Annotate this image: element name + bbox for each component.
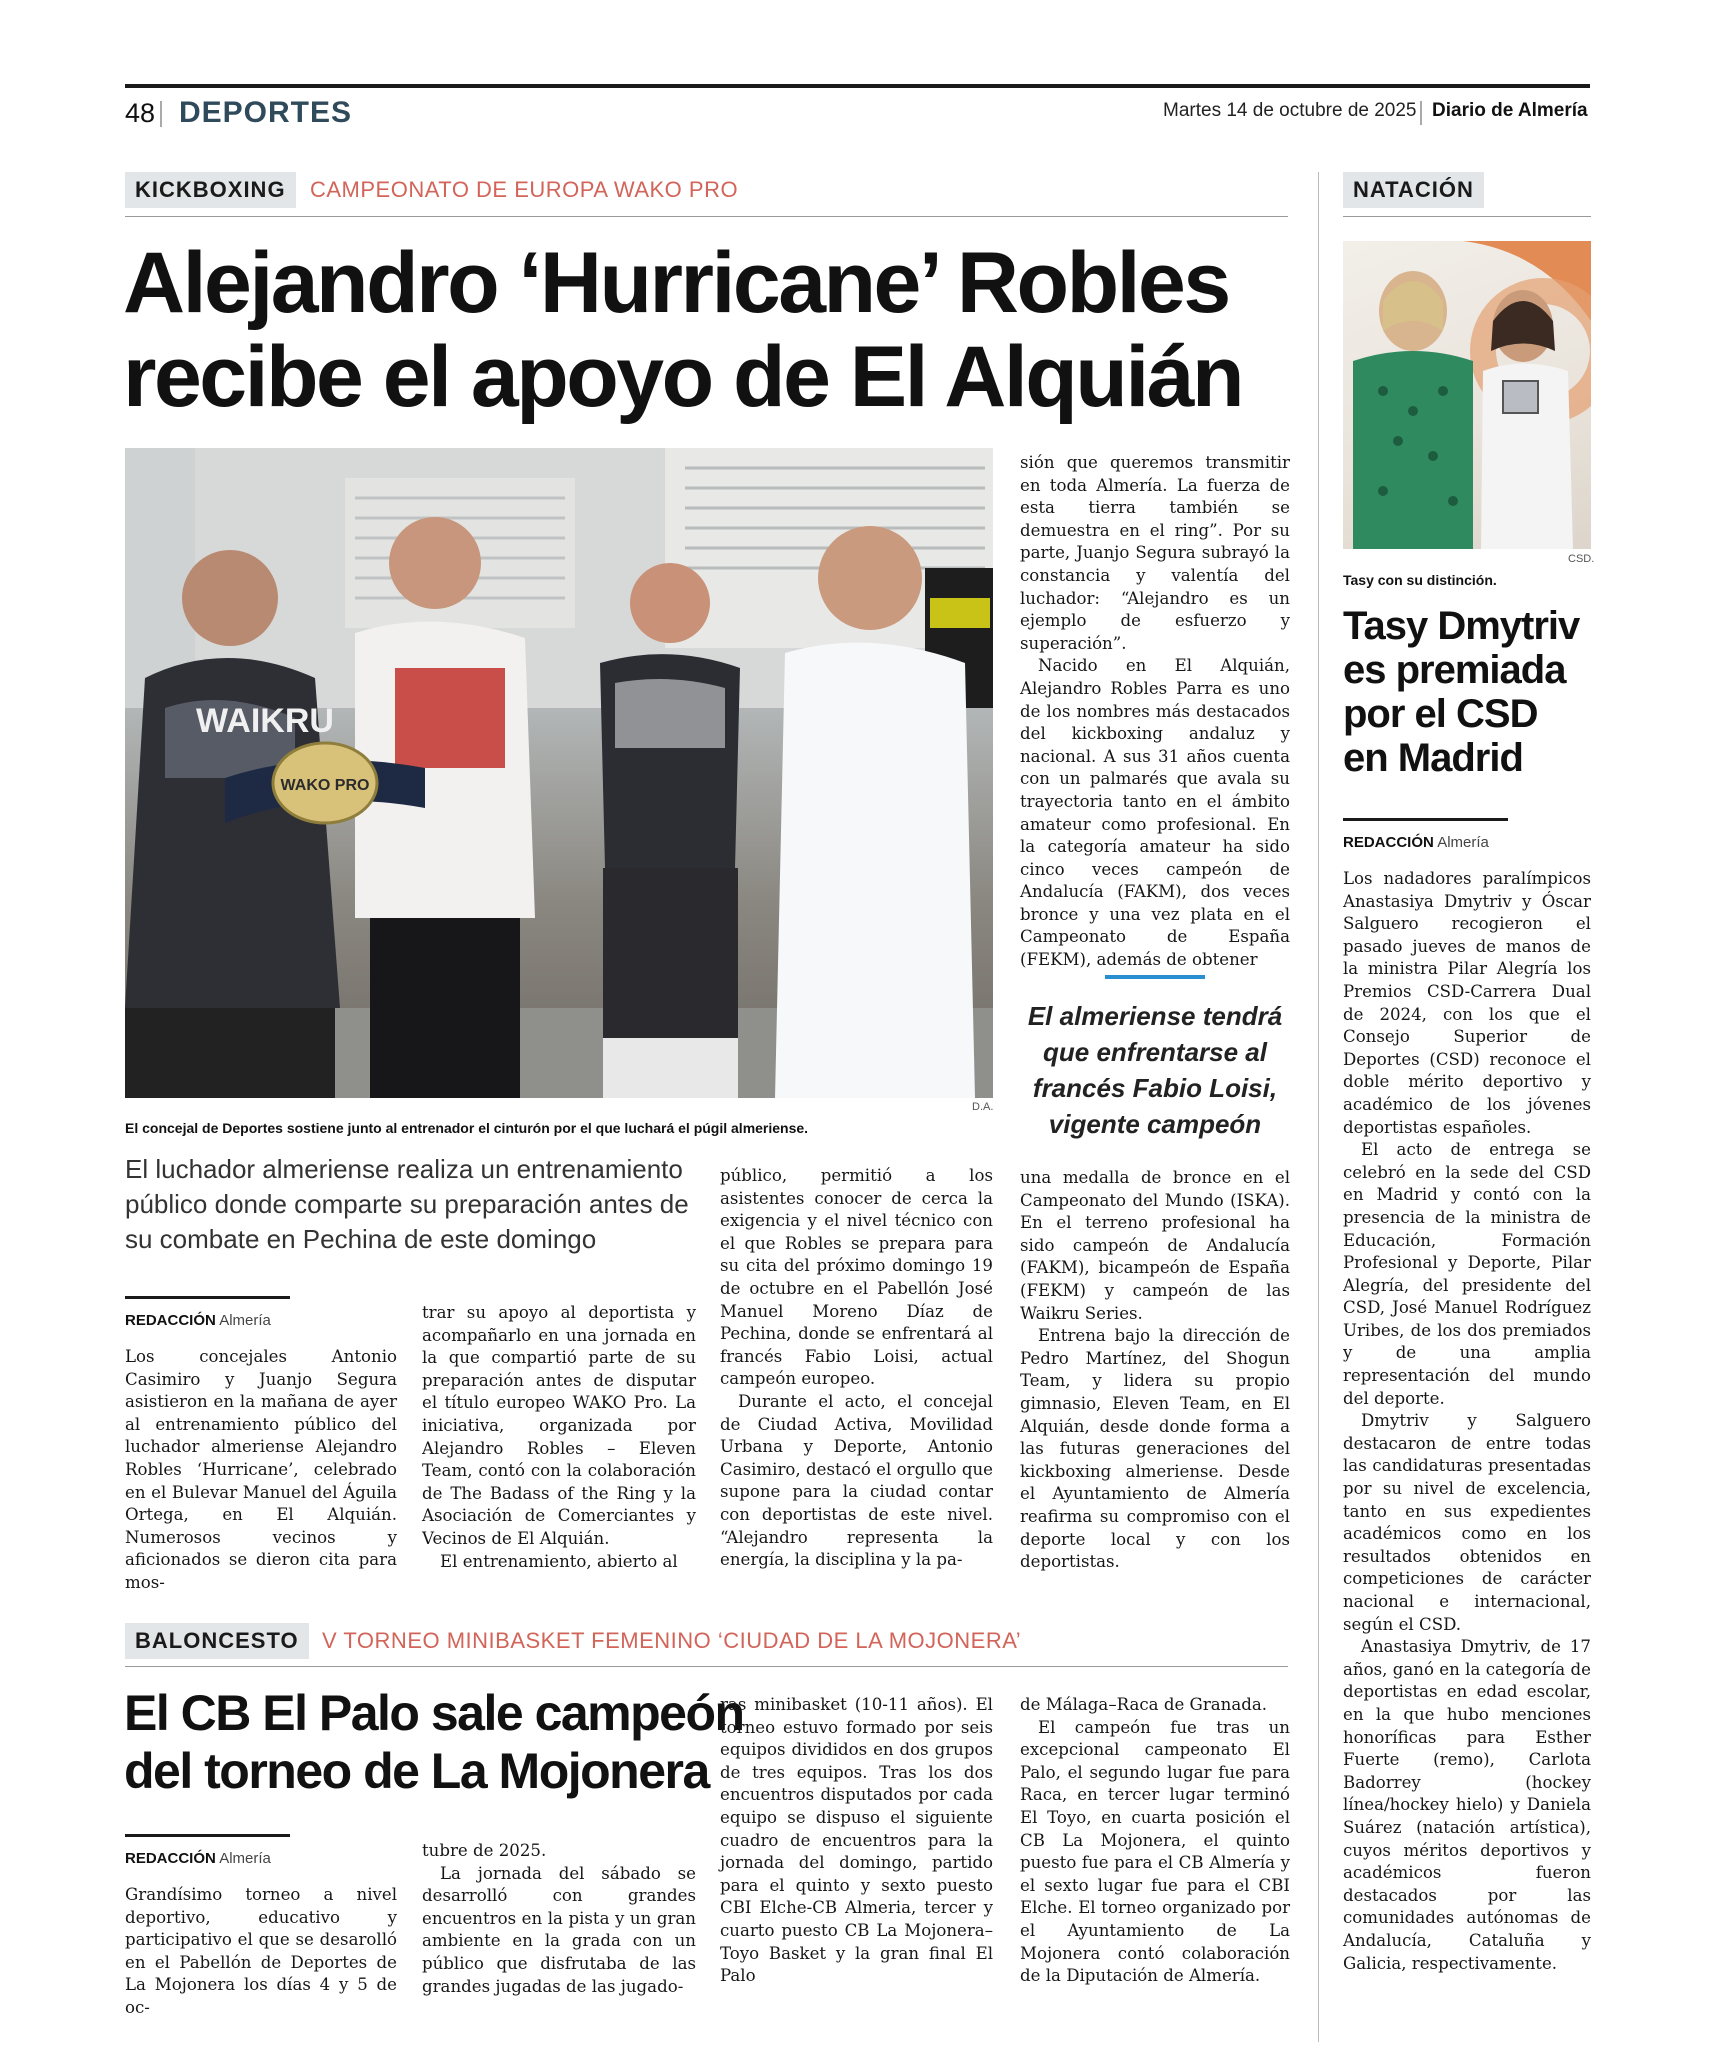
paragraph: Anastasiya Dmytriv, de 17 años, ganó en la categoría de deportistas en edad escolar, en la que hubo menciones honoríficas para Esther Fuerte (remo), Carlota Badorrey (hockey línea/hockey hielo) y Daniela Suárez (natación artística), cuyos méritos deportivos y académicos fueron destacados por las comunidades autónomas de Andalucía, Cataluña y Galicia, respectivamente. (1343, 1637, 1591, 1973)
headline-line: del torneo de La Mojonera (124, 1743, 709, 1799)
byline-place: Almería (219, 1850, 271, 1867)
section-title: DEPORTES (179, 96, 353, 129)
header-separator (1420, 101, 1422, 125)
byline-name: REDACCIÓN (125, 1312, 216, 1329)
basket-headline (124, 1684, 744, 1800)
paragraph: Entrena bajo la dirección de Pedro Martínez, del Shogun Team, y lidera su propio gimnasio, Eleven Team, en El Alquián, desde donde forma a las futuras generaciones del kickboxing almeriense. Desde el Ayuntamiento de Almería reafirma su compromiso con el deporte local y con los deportistas. (1020, 1326, 1290, 1572)
paragraph: Grandísimo torneo a nivel deportivo, educativo y participativo el que se desarolló en el Pabellón de Deportes de La Mojonera los días 4 y 5 de oc- (125, 1885, 397, 2017)
section-tag-baloncesto: BALONCESTO (125, 1623, 309, 1659)
basket-body-col3 (720, 1694, 993, 1988)
photo-caption: El concejal de Deportes sostiene junto al entrenador el cinturón por el que luchará el púgil almeriense. (125, 1120, 809, 1136)
paragraph: público, permitió a los asistentes conocer de cerca la exigencia y el nivel técnico con el que Robles se prepara para su cita del próximo domingo 19 de octubre en el Pabellón José Manuel Moreno Díaz de Pechina, donde se enfrentará al francés Fabio Loisi, actual campeón europeo. (720, 1166, 993, 1389)
header-separator (160, 101, 162, 127)
main-body-col2 (422, 1302, 696, 1573)
paragraph: tubre de 2025. (422, 1841, 547, 1860)
byline-name: REDACCIÓN (1343, 834, 1434, 851)
byline-rule (125, 1296, 290, 1299)
section-rule (125, 216, 1288, 217)
byline (125, 1850, 271, 1867)
paragraph: La jornada del sábado se desarrolló con grandes encuentros en la pista y un gran ambiente en la grada con un público que disfrutaba de las grandes jugadas de las jugado- (422, 1863, 696, 1996)
section-tag-natacion: NATACIÓN (1343, 172, 1484, 208)
article-subtag: V TORNEO MINIBASKET FEMENINO ‘CIUDAD DE LA MOJONERA’ (322, 1628, 1022, 1653)
main-headline (123, 236, 1242, 424)
sidebar-photo (1343, 241, 1591, 549)
paragraph: Durante el acto, el concejal de Ciudad Activa, Movilidad Urbana y Deporte, Antonio Casimiro, destacó el orgullo que supone para la ciudad contar con deportistas de este nivel. “Alejandro representa la energía, la disciplina y la pa- (720, 1391, 993, 1570)
byline (1343, 834, 1489, 851)
newspaper-name: Diario de Almería (1432, 100, 1588, 121)
headline-line: recibe el apoyo de El Alquián (123, 329, 1243, 425)
main-body-col3 (720, 1165, 993, 1572)
paragraph: de Málaga–Raca de Granada. (1020, 1695, 1268, 1714)
paragraph: sión que queremos transmitir en toda Almería. La fuerza de esta tierra también se demuestra en el ring”. Por su parte, Juanjo Segura subrayó la constancia y valentía del luchador: “Alejandro es un ejemplo de esfuerzo y superación”. (1020, 453, 1290, 653)
issue-date: Martes 14 de octubre de 2025 (1163, 100, 1417, 121)
paragraph: Nacido en El Alquián, Alejandro Robles Parra es uno de los nombres más destacados del kickboxing andaluz y nacional. A sus 31 años cuenta con un palmarés que avala su trayectoria tanto en el ámbito amateur como profesional. En la categoría amateur ha sido cinco veces campeón de Andalucía (FAKM), dos veces bronce y una vez plata en el Campeonato de España (FEKM), además de obtener (1020, 656, 1290, 970)
paragraph: Los concejales Antonio Casimiro y Juanjo Segura asistieron en la mañana de ayer al entrenamiento público del luchador almeriense Alejandro Robles ‘Hurricane’, celebrado en el Bulevar Manuel del Águila Ortega, en El Alquián. Numerosos vecinos y aficionados se dieron cita para mos- (125, 1347, 397, 1592)
photo-illustration (125, 448, 993, 1098)
pullquote: El almeriense tendrá que enfrentarse al francés Fabio Loisi, vigente campeón (1027, 1001, 1283, 1139)
main-body-col4-bottom (1020, 1167, 1290, 1574)
paragraph: El entrenamiento, abierto al (440, 1551, 678, 1571)
byline-name: REDACCIÓN (125, 1850, 216, 1867)
byline-place: Almería (1437, 834, 1489, 851)
section-rule (125, 1666, 1288, 1667)
shirt-print: WAIKRU (196, 702, 334, 740)
basket-body-col2 (422, 1840, 696, 1998)
basket-body-col1 (125, 1884, 397, 2020)
paragraph: Los nadadores paralímpicos Anastasiya Dmytriv y Óscar Salguero recogieron el pasado jueves de manos de la ministra Pilar Alegría los Premios CSD-Carrera Dual de 2024, con los que el Consejo Superior de Deportes (CSD) reconoce el doble mérito deportivo y académico de los jóvenes deportistas españoles. (1343, 869, 1591, 1137)
column-divider (1318, 172, 1319, 2042)
main-body-col4-top (1020, 452, 1290, 972)
pullquote-rule (1105, 975, 1205, 979)
paragraph: El acto de entrega se celebró en la sede del CSD en Madrid y contó con la presencia de la ministra de Educación, Formación Profesional y Deporte, Pilar Alegría, del presidente del CSD, José Manuel Rodríguez Uribes, de los dos premiados y de una amplia representación del mundo del deporte. (1343, 1140, 1591, 1408)
photo-credit: D.A. (972, 1101, 994, 1113)
headline-line: El CB El Palo sale campeón (124, 1685, 744, 1741)
paragraph: una medalla de bronce en el Campeonato del Mundo (ISKA). En el terreno profesional ha sido campeón de Andalucía (FAKM), bicampeón de España (FEKM) y campeón de las Waikru Series. (1020, 1168, 1290, 1323)
photo-illustration (1343, 241, 1591, 549)
photo-credit: CSD. (1568, 553, 1595, 565)
main-photo (125, 448, 993, 1098)
byline-rule (1343, 818, 1508, 821)
section-rule (1343, 216, 1591, 217)
paragraph: Dmytriv y Salguero destacaron de entre todas las candidaturas presentadas por su nivel de excelencia, tanto en sus expedientes académicos como en los resultados obtenidos en competiciones de carácter nacional e internacional, según el CSD. (1343, 1411, 1591, 1634)
paragraph: trar su apoyo al deportista y acompañarlo en una jornada en la que compartió parte de su preparación antes de disputar el título europeo WAKO Pro. La iniciativa, organizada por Alejandro Robles – Eleven Team, contó con la colaboración de The Badass of the Ring y la Asociación de Comerciantes y Vecinos de El Alquián. (422, 1303, 696, 1548)
basket-body-col4 (1020, 1694, 1290, 1988)
section-tag-kickboxing: KICKBOXING (125, 172, 296, 208)
paragraph: ras minibasket (10-11 años). El torneo estuvo formado por seis equipos divididos en dos grupos de tres equipos. Tras los dos encuentros disputados por cada equipo se dispuso el siguiente cuadro de encuentros para la jornada del domingo, partido para el quinto y sexto puesto CBI Elche-CB Almeria, tercer y cuarto puesto CB La Mojonera–Toyo Basket y la gran final El Palo (720, 1695, 993, 1986)
page-number: 48 (125, 98, 156, 128)
byline-rule (125, 1834, 290, 1837)
belt-label: WAKO PRO (280, 777, 370, 794)
paragraph: El campeón fue tras un excepcional campeonato El Palo, el segundo lugar fue para Raca, en tercer lugar terminó El Toyo, en cuarta posición el CB La Mojonera, el quinto puesto fue para el CB Almería y el sexto lugar fue para el CBI Elche. El torneo organizado por el Ayuntamiento de La Mojonera contó colaboración de la Diputación de Almería. (1020, 1717, 1290, 1986)
byline (125, 1312, 271, 1329)
main-body-col1 (125, 1346, 397, 1595)
photo-caption: Tasy con su distinción. (1343, 572, 1497, 588)
standfirst: El luchador almeriense realiza un entrenamiento público donde comparte su preparación antes de su combate en Pechina de este domingo (125, 1154, 689, 1254)
sidebar-body (1343, 868, 1591, 1975)
headline-line: Alejandro ‘Hurricane’ Robles (123, 235, 1229, 331)
sidebar-headline: Tasy Dmytriv es premiada por el CSD en Madrid (1343, 604, 1580, 780)
article-subtag: CAMPEONATO DE EUROPA WAKO PRO (310, 177, 739, 202)
top-rule (125, 84, 1590, 88)
byline-place: Almería (219, 1312, 271, 1329)
